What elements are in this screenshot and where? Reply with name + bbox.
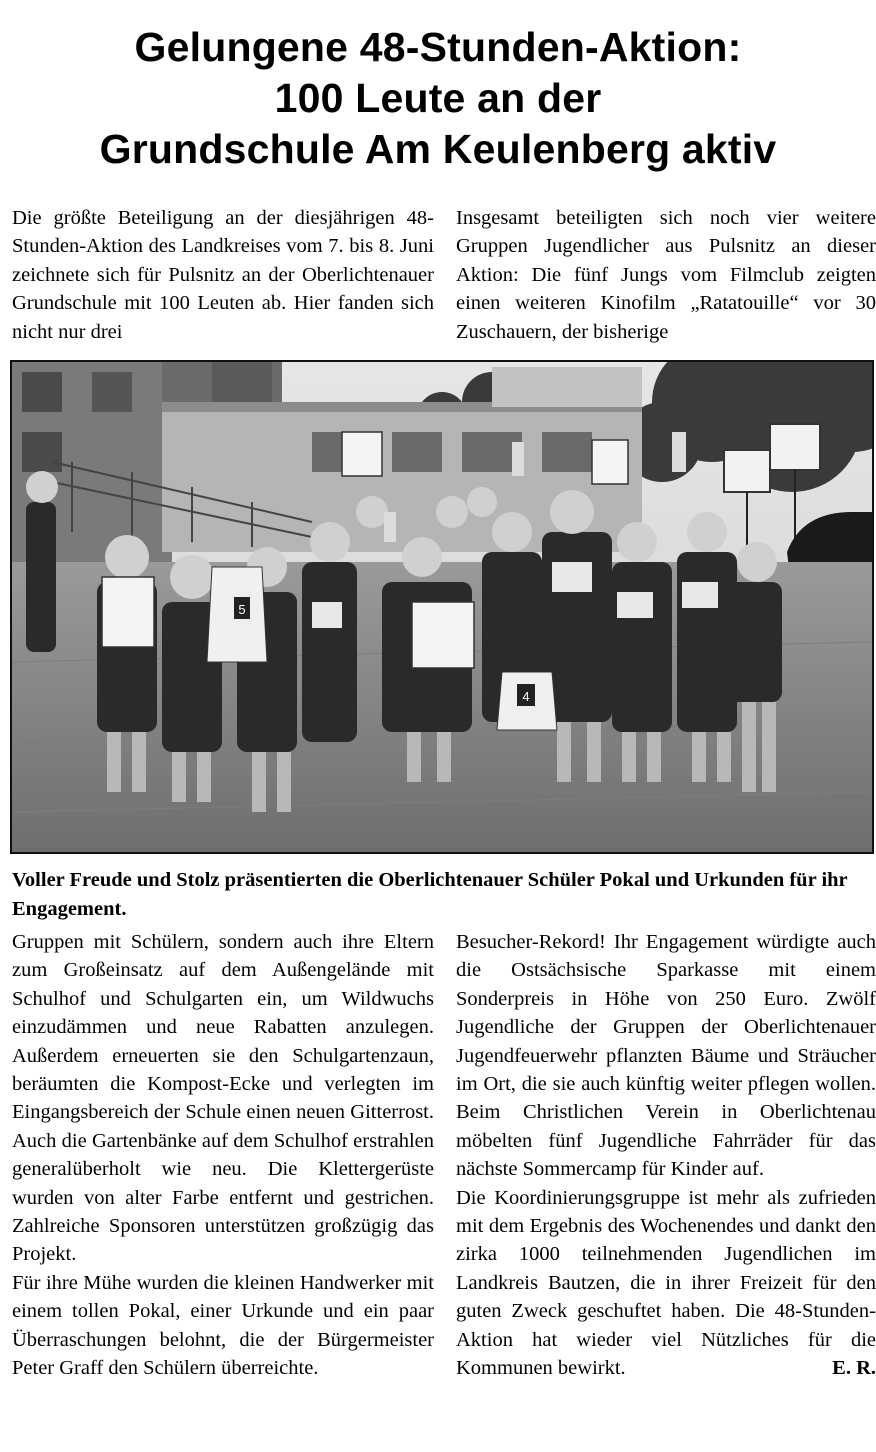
body-right-paragraph-1: Besucher-Rekord! Ihr Engagement würdigte auch die Ostsächsische Sparkasse mit einem Sonderpreis in Höhe von 250 Euro. Zwölf Jugendliche der Gruppen der Oberlichtenauer Jugendfeuerwehr pflanzten Bäume und Sträucher im Ort, die sie auch künftig weiter pflegen wollen. Beim Christlichen Verein in Oberlichtenau möbelten fünf Jugendliche Fahrräder für das nächste Sommercamp für Kinder auf. — [456, 931, 876, 1181]
intro-column-left — [12, 204, 434, 352]
body-column-right — [456, 928, 876, 1448]
bag-number-5: 5 — [238, 602, 246, 617]
headline-line-3: Grundschule Am Keulenberg aktiv — [99, 126, 777, 172]
body-right-paragraph-2 — [456, 1184, 876, 1383]
photo-illustration — [12, 362, 872, 852]
headline-line-1: Gelungene 48-Stunden-Aktion: — [134, 24, 742, 70]
bag-number-4: 4 — [522, 689, 530, 704]
intro-text-right: Insgesamt beteiligten sich noch vier weitere Gruppen Jugendlicher aus Pulsnitz an dieser Aktion: Die fünf Jungs vom Filmclub zeigten einen weiteren Kinofilm „Ratatouille“ vor 30 Zuschauern, der bisherige — [456, 207, 876, 343]
photo-caption: Voller Freude und Stolz präsentierten die Oberlichtenauer Schüler Pokal und Urkunden für ihr Engagement. — [12, 869, 848, 920]
body-left-paragraph-1: Gruppen mit Schülern, sondern auch ihre Eltern zum Großeinsatz auf dem Außengelände mit Schulhof und Schulgarten ein, um Wildwuchs einzudämmen und neue Rabatten anzulegen. Außerdem erneuerten sie den Schulgartenzaun, beräumten die Kompost-Ecke und verlegten im Eingangsbereich der Schule einen neuen Gitterrost. Auch die Gartenbänke auf dem Schulhof erstrahlen generalüberholt wie neu. Die Klettergerüste wurden von alter Farbe entfernt und gestrichen. Zahlreiche Sponsoren unterstützen großzügig das Projekt. — [12, 931, 434, 1266]
article-headline — [0, 22, 876, 175]
body-left-paragraph-2: Für ihre Mühe wurden die kleinen Handwerker mit einem tollen Pokal, einer Urkunde und ein paar Überraschungen belohnt, die der Bürgermeister Peter Graff den Schülern überreichte. — [12, 1271, 434, 1380]
intro-column-right — [456, 204, 876, 352]
author-signature: E. R. — [832, 1357, 876, 1380]
body-right-paragraph-2-text: Die Koordinierungsgruppe ist mehr als zufrieden mit dem Ergebnis des Wochenendes und dankt den zirka 1000 teilnehmenden Jugendlichen im Landkreis Bautzen, die in ihrer Freizeit für den guten Zweck geschuftet haben. Die 48-Stunden-Aktion hat wieder viel Nützliches für die Kommunen bewirkt. — [456, 1186, 876, 1380]
group-photo — [10, 360, 874, 854]
intro-text-left: Die größte Beteiligung an der diesjährigen 48-Stunden-Aktion des Landkreises vom 7. bis 8. Juni zeichnete sich für Pulsnitz an der Oberlichtenauer Grundschule mit 100 Leuten ab. Hier fanden sich nicht nur drei — [12, 207, 434, 343]
body-column-left — [12, 928, 434, 1448]
headline-line-2: 100 Leute an der — [274, 75, 602, 121]
